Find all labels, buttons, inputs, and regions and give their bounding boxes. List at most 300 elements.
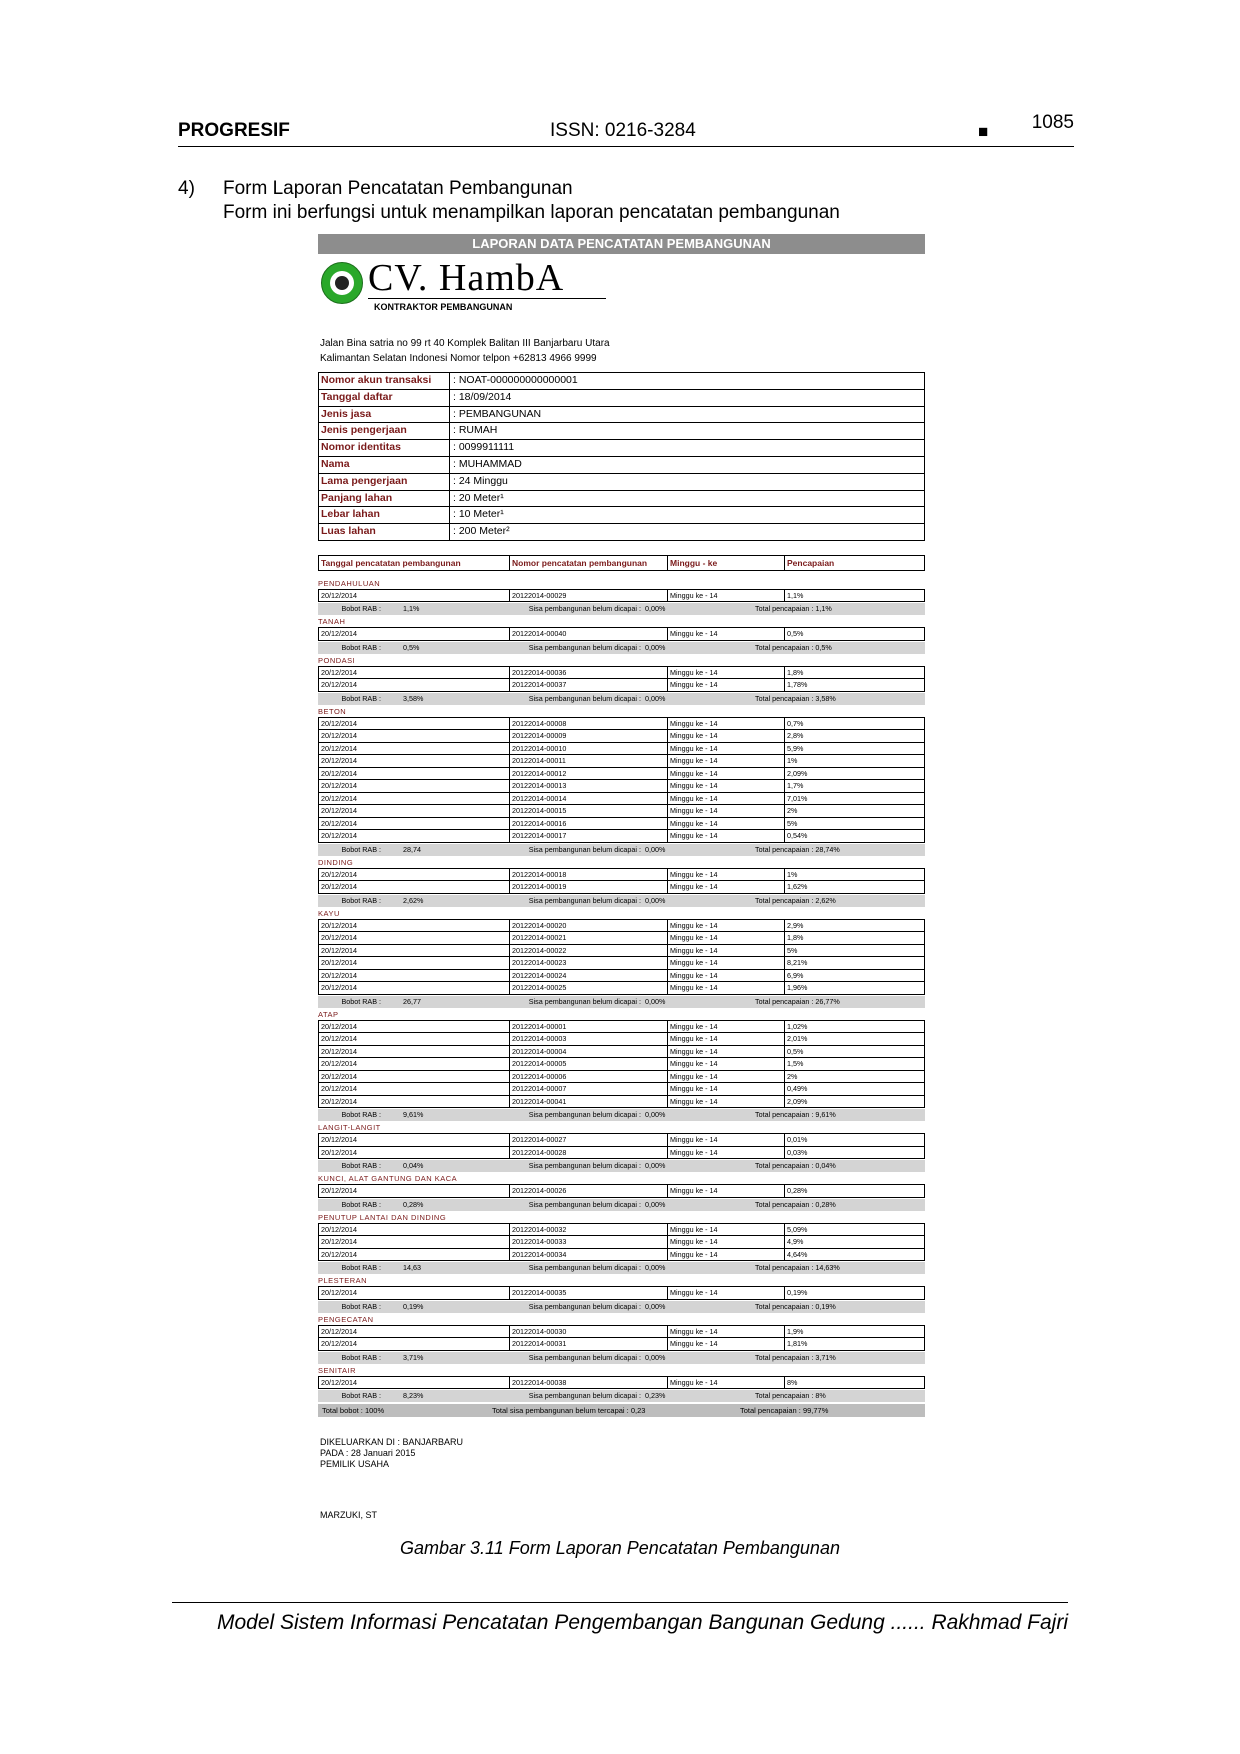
- table-cell: 20/12/2014: [319, 679, 510, 691]
- column-header: Nomor pencatatan pembangunan: [510, 556, 668, 570]
- table-cell: 0,7%: [787, 718, 804, 728]
- table-cell: 20122014-00024: [510, 970, 668, 982]
- table-cell: 2,8%: [787, 731, 804, 741]
- section-description: Form ini berfungsi untuk menampilkan laporan pencatatan pembangunan: [223, 202, 840, 223]
- category-summary-row: [318, 996, 925, 1008]
- table-row: [319, 1045, 924, 1058]
- table-cell: 20/12/2014: [319, 957, 510, 969]
- category-summary-row: [318, 642, 925, 654]
- table-cell: 20122014-00013: [510, 780, 668, 792]
- category-title: PENDAHULUAN: [318, 578, 381, 588]
- table-cell: 20/12/2014: [319, 1134, 510, 1146]
- info-value: : 0099911111: [453, 441, 515, 454]
- table-cell: 20/12/2014: [319, 805, 510, 817]
- info-row: [319, 439, 924, 456]
- table-row: [319, 718, 924, 730]
- bobot-value: 26,77: [403, 996, 421, 1006]
- table-row: [319, 1057, 924, 1070]
- table-cell: Minggu ke - 14: [668, 945, 785, 957]
- table-cell: 20/12/2014: [319, 1326, 510, 1338]
- info-value: : 24 Minggu: [453, 474, 508, 487]
- table-cell: 20/12/2014: [319, 768, 510, 780]
- category-section: [318, 858, 925, 907]
- total-pencapaian-value: Total pencapaian : 8%: [755, 1391, 826, 1401]
- category-summary-row: [318, 1352, 925, 1364]
- company-name: CV. HambA: [368, 257, 565, 299]
- page-number: 1085: [1031, 112, 1074, 133]
- table-cell: 20/12/2014: [319, 945, 510, 957]
- category-summary-row: [318, 1199, 925, 1211]
- report-title: LAPORAN DATA PENCATATAN PEMBANGUNAN: [318, 234, 925, 254]
- table-cell: 20/12/2014: [319, 1058, 510, 1070]
- sisa-value: 0,23%: [645, 1391, 666, 1401]
- category-rows: [318, 717, 925, 843]
- category-title: TANAH: [318, 617, 346, 627]
- table-cell: Minggu ke - 14: [668, 1096, 785, 1108]
- table-cell: 20/12/2014: [319, 590, 510, 602]
- bobot-value: 9,61%: [403, 1110, 424, 1120]
- table-row: [319, 678, 924, 691]
- table-cell: Minggu ke - 14: [668, 718, 785, 730]
- category-rows: [318, 1286, 925, 1300]
- total-pencapaian-value: Total pencapaian : 1,1%: [755, 604, 832, 614]
- figure-caption: Gambar 3.11 Form Laporan Pencatatan Pembangunan: [400, 1538, 840, 1558]
- table-cell: 20122014-00016: [510, 818, 668, 830]
- table-row: [319, 742, 924, 755]
- total-sisa: Total sisa pembangunan belum tercapai : 0,23: [492, 1406, 646, 1416]
- category-rows: [318, 1223, 925, 1262]
- bobot-label: Bobot RAB :: [341, 1301, 381, 1311]
- table-cell: Minggu ke - 14: [668, 881, 785, 893]
- table-cell: 20/12/2014: [319, 1096, 510, 1108]
- total-pencapaian-value: Total pencapaian : 0,04%: [755, 1161, 836, 1171]
- table-cell: 0,5%: [787, 629, 804, 639]
- table-cell: 2,9%: [787, 920, 804, 930]
- category-summary-row: [318, 844, 925, 856]
- transaction-info-table: [318, 372, 925, 541]
- table-cell: Minggu ke - 14: [668, 869, 785, 881]
- logo-underline: [368, 298, 606, 299]
- table-row: [319, 1235, 924, 1248]
- table-cell: 20122014-00005: [510, 1058, 668, 1070]
- info-row: [319, 523, 924, 540]
- table-cell: Minggu ke - 14: [668, 920, 785, 932]
- sisa-value: 0,00%: [645, 642, 666, 652]
- bobot-value: 0,04%: [403, 1161, 424, 1171]
- sisa-value: 0,00%: [645, 1161, 666, 1171]
- category-section: [318, 1276, 925, 1313]
- table-row: [319, 590, 924, 602]
- running-footer: [172, 1602, 1068, 1634]
- table-cell: 20122014-00030: [510, 1326, 668, 1338]
- table-cell: Minggu ke - 14: [668, 1058, 785, 1070]
- table-cell: 20/12/2014: [319, 1021, 510, 1033]
- table-cell: 20/12/2014: [319, 1249, 510, 1261]
- bobot-label: Bobot RAB :: [341, 1110, 381, 1120]
- table-cell: 20122014-00020: [510, 920, 668, 932]
- table-row: [319, 880, 924, 893]
- sisa-label: Sisa pembangunan belum dicapai :: [528, 844, 641, 854]
- sisa-label: Sisa pembangunan belum dicapai :: [528, 1110, 641, 1120]
- sisa-value: 0,00%: [645, 604, 666, 614]
- table-cell: 20122014-00040: [510, 628, 668, 640]
- table-row: [319, 1287, 924, 1299]
- sisa-label: Sisa pembangunan belum dicapai :: [528, 604, 641, 614]
- table-cell: Minggu ke - 14: [668, 1326, 785, 1338]
- company-logo: [318, 254, 925, 336]
- category-summary-row: [318, 1109, 925, 1121]
- sisa-label: Sisa pembangunan belum dicapai :: [528, 1391, 641, 1401]
- table-cell: 1%: [787, 756, 798, 766]
- table-cell: 20/12/2014: [319, 881, 510, 893]
- info-value: : MUHAMMAD: [453, 457, 522, 470]
- category-title: DINDING: [318, 857, 354, 867]
- table-cell: 0,19%: [787, 1288, 808, 1298]
- bobot-label: Bobot RAB :: [341, 1199, 381, 1209]
- info-label: Tanggal daftar: [319, 390, 450, 406]
- total-pencapaian-value: Total pencapaian : 2,62%: [755, 895, 836, 905]
- table-cell: Minggu ke - 14: [668, 982, 785, 994]
- table-row: [319, 944, 924, 957]
- category-title: PONDASI: [318, 655, 356, 665]
- table-cell: Minggu ke - 14: [668, 1377, 785, 1389]
- sisa-value: 0,00%: [645, 895, 666, 905]
- table-cell: 20122014-00003: [510, 1033, 668, 1045]
- table-cell: 20/12/2014: [319, 932, 510, 944]
- category-section: [318, 1366, 925, 1403]
- sisa-value: 0,00%: [645, 844, 666, 854]
- table-row: [319, 1326, 924, 1338]
- category-section: [318, 909, 925, 1008]
- table-cell: Minggu ke - 14: [668, 1033, 785, 1045]
- category-summary-row: [318, 1160, 925, 1172]
- category-section: [318, 617, 925, 654]
- bobot-label: Bobot RAB :: [341, 895, 381, 905]
- table-cell: 20122014-00032: [510, 1224, 668, 1236]
- sisa-value: 0,00%: [645, 1263, 666, 1273]
- bobot-value: 3,58%: [403, 693, 424, 703]
- table-cell: 20/12/2014: [319, 830, 510, 842]
- table-cell: 20/12/2014: [319, 869, 510, 881]
- table-cell: 5%: [787, 945, 798, 955]
- table-cell: Minggu ke - 14: [668, 679, 785, 691]
- sisa-label: Sisa pembangunan belum dicapai :: [528, 1263, 641, 1273]
- table-cell: Minggu ke - 14: [668, 730, 785, 742]
- table-cell: 20122014-00018: [510, 869, 668, 881]
- logo-emblem-icon: [321, 262, 363, 304]
- table-row: [319, 779, 924, 792]
- table-cell: Minggu ke - 14: [668, 970, 785, 982]
- bobot-label: Bobot RAB :: [341, 642, 381, 652]
- square-marker: ■: [978, 122, 989, 141]
- table-row: [319, 628, 924, 640]
- table-row: [319, 1146, 924, 1159]
- bobot-label: Bobot RAB :: [341, 693, 381, 703]
- company-address: [318, 336, 925, 366]
- info-value: : RUMAH: [453, 424, 498, 437]
- address-line: Kalimantan Selatan Indonesi Nomor telpon +62813 4966 9999: [320, 353, 597, 364]
- table-cell: 2,09%: [787, 1096, 808, 1106]
- table-cell: 1,78%: [787, 680, 808, 690]
- total-pencapaian-value: Total pencapaian : 14,63%: [755, 1263, 840, 1273]
- info-label: Lama pengerjaan: [319, 474, 450, 490]
- category-title: ATAP: [318, 1009, 339, 1019]
- table-cell: 20/12/2014: [319, 818, 510, 830]
- table-cell: 20122014-00033: [510, 1236, 668, 1248]
- table-cell: 0,49%: [787, 1084, 808, 1094]
- total-pencapaian-value: Total pencapaian : 3,71%: [755, 1352, 836, 1362]
- info-label: Luas lahan: [319, 524, 450, 540]
- table-cell: 20/12/2014: [319, 982, 510, 994]
- table-cell: 20/12/2014: [319, 718, 510, 730]
- table-cell: 20/12/2014: [319, 1046, 510, 1058]
- info-row: [319, 456, 924, 473]
- table-cell: 20122014-00036: [510, 667, 668, 679]
- table-cell: Minggu ke - 14: [668, 1287, 785, 1299]
- category-rows: [318, 666, 925, 692]
- table-row: [319, 869, 924, 881]
- table-cell: 5,9%: [787, 743, 804, 753]
- table-row: [319, 981, 924, 994]
- category-summary-row: [318, 693, 925, 705]
- table-cell: 20/12/2014: [319, 1236, 510, 1248]
- table-cell: 20122014-00017: [510, 830, 668, 842]
- sisa-label: Sisa pembangunan belum dicapai :: [528, 1301, 641, 1311]
- table-cell: Minggu ke - 14: [668, 667, 785, 679]
- table-cell: 20122014-00029: [510, 590, 668, 602]
- category-section: [318, 579, 925, 616]
- bobot-value: 0,5%: [403, 642, 420, 652]
- issued-line: PEMILIK USAHA: [320, 1459, 390, 1470]
- category-summary-row: [318, 1262, 925, 1274]
- category-title: LANGIT-LANGIT: [318, 1123, 381, 1133]
- bobot-label: Bobot RAB :: [341, 1161, 381, 1171]
- category-rows: [318, 1376, 925, 1390]
- table-cell: 20122014-00011: [510, 755, 668, 767]
- info-row: [319, 490, 924, 507]
- issued-line: PADA : 28 Januari 2015: [320, 1448, 416, 1459]
- category-title: KAYU: [318, 908, 340, 918]
- bobot-label: Bobot RAB :: [341, 604, 381, 614]
- table-cell: 5%: [787, 818, 798, 828]
- table-cell: Minggu ke - 14: [668, 793, 785, 805]
- table-cell: 0,03%: [787, 1147, 808, 1157]
- sisa-label: Sisa pembangunan belum dicapai :: [528, 1352, 641, 1362]
- column-header: Tanggal pencatatan pembangunan: [319, 556, 510, 570]
- table-cell: 20/12/2014: [319, 1287, 510, 1299]
- table-row: [319, 1021, 924, 1033]
- table-cell: Minggu ke - 14: [668, 743, 785, 755]
- table-row: [319, 931, 924, 944]
- table-cell: 20122014-00037: [510, 679, 668, 691]
- total-pencapaian-value: Total pencapaian : 0,28%: [755, 1199, 836, 1209]
- category-rows: [318, 1133, 925, 1159]
- table-cell: 20122014-00010: [510, 743, 668, 755]
- table-cell: 20/12/2014: [319, 1224, 510, 1236]
- table-cell: 20/12/2014: [319, 1033, 510, 1045]
- table-cell: 20122014-00027: [510, 1134, 668, 1146]
- table-cell: Minggu ke - 14: [668, 1249, 785, 1261]
- address-line: Jalan Bina satria no 99 rt 40 Komplek Balitan III Banjarbaru Utara: [320, 338, 610, 349]
- total-pencapaian-value: Total pencapaian : 26,77%: [755, 996, 840, 1006]
- table-cell: 20122014-00006: [510, 1071, 668, 1083]
- table-cell: 1,62%: [787, 882, 808, 892]
- category-rows: [318, 1020, 925, 1109]
- bobot-label: Bobot RAB :: [341, 1352, 381, 1362]
- bobot-value: 0,19%: [403, 1301, 424, 1311]
- table-cell: 20/12/2014: [319, 667, 510, 679]
- bobot-value: 14,63: [403, 1263, 421, 1273]
- table-cell: 20/12/2014: [319, 793, 510, 805]
- table-cell: Minggu ke - 14: [668, 1338, 785, 1350]
- issn: ISSN: 0216-3284: [550, 120, 696, 141]
- bobot-value: 8,23%: [403, 1391, 424, 1401]
- table-row: [319, 956, 924, 969]
- total-pencapaian-value: Total pencapaian : 3,58%: [755, 693, 836, 703]
- info-row: [319, 389, 924, 406]
- table-cell: 4,9%: [787, 1237, 804, 1247]
- table-row: [319, 1082, 924, 1095]
- table-cell: Minggu ke - 14: [668, 1185, 785, 1197]
- table-cell: 20/12/2014: [319, 743, 510, 755]
- bobot-value: 2,62%: [403, 895, 424, 905]
- table-row: [319, 667, 924, 679]
- category-section: [318, 1174, 925, 1211]
- table-cell: Minggu ke - 14: [668, 818, 785, 830]
- journal-name: PROGRESIF: [178, 120, 290, 141]
- table-cell: 20122014-00031: [510, 1338, 668, 1350]
- grand-total-row: [318, 1404, 925, 1417]
- category-title: PLESTERAN: [318, 1276, 368, 1286]
- sisa-value: 0,00%: [645, 693, 666, 703]
- info-label: Panjang lahan: [319, 491, 450, 507]
- total-pencapaian-value: Total pencapaian : 9,61%: [755, 1110, 836, 1120]
- sisa-label: Sisa pembangunan belum dicapai :: [528, 1199, 641, 1209]
- total-pencapaian: Total pencapaian : 99,77%: [740, 1406, 829, 1416]
- info-row: [319, 506, 924, 523]
- info-label: Nama: [319, 457, 450, 473]
- table-cell: 1,96%: [787, 983, 808, 993]
- category-summary-row: [318, 603, 925, 615]
- table-cell: 5,09%: [787, 1224, 808, 1234]
- table-row: [319, 1337, 924, 1350]
- table-cell: 20/12/2014: [319, 755, 510, 767]
- table-cell: 20122014-00026: [510, 1185, 668, 1197]
- info-row: [319, 422, 924, 439]
- info-value: : 20 Meter¹: [453, 491, 504, 504]
- table-cell: 20/12/2014: [319, 1071, 510, 1083]
- table-cell: Minggu ke - 14: [668, 1147, 785, 1159]
- bobot-value: 1,1%: [403, 604, 420, 614]
- category-rows: [318, 919, 925, 995]
- info-row: [319, 406, 924, 423]
- table-cell: 20122014-00012: [510, 768, 668, 780]
- info-label: Lebar lahan: [319, 507, 450, 523]
- table-row: [319, 1032, 924, 1045]
- bobot-label: Bobot RAB :: [341, 996, 381, 1006]
- table-cell: 1,9%: [787, 1326, 804, 1336]
- bobot-value: 0,28%: [403, 1199, 424, 1209]
- sisa-value: 0,00%: [645, 1352, 666, 1362]
- bobot-value: 28,74: [403, 844, 421, 854]
- sisa-label: Sisa pembangunan belum dicapai :: [528, 895, 641, 905]
- table-cell: 1,7%: [787, 781, 804, 791]
- column-header: Minggu - ke: [668, 556, 785, 570]
- info-label: Nomor identitas: [319, 440, 450, 456]
- category-summary-row: [318, 895, 925, 907]
- table-cell: 8%: [787, 1377, 798, 1387]
- table-cell: Minggu ke - 14: [668, 1071, 785, 1083]
- table-cell: Minggu ke - 14: [668, 805, 785, 817]
- section-title: Form Laporan Pencatatan Pembangunan: [223, 178, 573, 199]
- table-row: [319, 969, 924, 982]
- category-title: PENGECATAN: [318, 1314, 374, 1324]
- table-cell: 20/12/2014: [319, 920, 510, 932]
- running-header: [178, 112, 1074, 147]
- table-row: [319, 804, 924, 817]
- table-cell: 2%: [787, 1071, 798, 1081]
- category-rows: [318, 627, 925, 641]
- category-rows: [318, 589, 925, 603]
- table-cell: Minggu ke - 14: [668, 628, 785, 640]
- sisa-value: 0,00%: [645, 996, 666, 1006]
- table-cell: 20/12/2014: [319, 1377, 510, 1389]
- table-row: [319, 754, 924, 767]
- category-section: [318, 1315, 925, 1364]
- table-cell: Minggu ke - 14: [668, 1083, 785, 1095]
- company-subtitle: KONTRAKTOR PEMBANGUNAN: [374, 302, 513, 312]
- table-cell: 20122014-00015: [510, 805, 668, 817]
- table-cell: 1,81%: [787, 1339, 808, 1349]
- category-rows: [318, 1325, 925, 1351]
- table-row: [319, 1185, 924, 1197]
- table-cell: 20122014-00022: [510, 945, 668, 957]
- category-sections: [318, 579, 925, 1403]
- table-cell: 6,9%: [787, 970, 804, 980]
- issued-line: DIKELUARKAN DI : BANJARBARU: [320, 1437, 464, 1448]
- table-cell: 20/12/2014: [319, 970, 510, 982]
- table-cell: 20122014-00035: [510, 1287, 668, 1299]
- sisa-value: 0,00%: [645, 1199, 666, 1209]
- table-cell: 20122014-00025: [510, 982, 668, 994]
- table-cell: 20/12/2014: [319, 1147, 510, 1159]
- info-value: : PEMBANGUNAN: [453, 407, 542, 420]
- table-cell: 4,64%: [787, 1249, 808, 1259]
- table-cell: 20/12/2014: [319, 1083, 510, 1095]
- table-cell: 20122014-00019: [510, 881, 668, 893]
- category-title: KUNCI, ALAT GANTUNG DAN KACA: [318, 1174, 458, 1184]
- signer-name: MARZUKI, ST: [320, 1510, 378, 1521]
- table-cell: Minggu ke - 14: [668, 1021, 785, 1033]
- total-pencapaian-value: Total pencapaian : 28,74%: [755, 844, 840, 854]
- table-cell: Minggu ke - 14: [668, 957, 785, 969]
- info-label: Nomor akun transaksi: [319, 373, 450, 389]
- table-cell: 20/12/2014: [319, 730, 510, 742]
- category-rows: [318, 868, 925, 894]
- table-cell: 2,09%: [787, 768, 808, 778]
- table-cell: 0,01%: [787, 1135, 808, 1145]
- table-cell: 20122014-00014: [510, 793, 668, 805]
- table-cell: 8,21%: [787, 958, 808, 968]
- category-summary-row: [318, 1390, 925, 1402]
- table-cell: 20/12/2014: [319, 628, 510, 640]
- column-header-row: [318, 555, 925, 571]
- section-number: 4): [178, 178, 195, 199]
- table-cell: 20122014-00004: [510, 1046, 668, 1058]
- table-cell: 0,5%: [787, 1046, 804, 1056]
- table-cell: 20122014-00007: [510, 1083, 668, 1095]
- table-cell: 20122014-00009: [510, 730, 668, 742]
